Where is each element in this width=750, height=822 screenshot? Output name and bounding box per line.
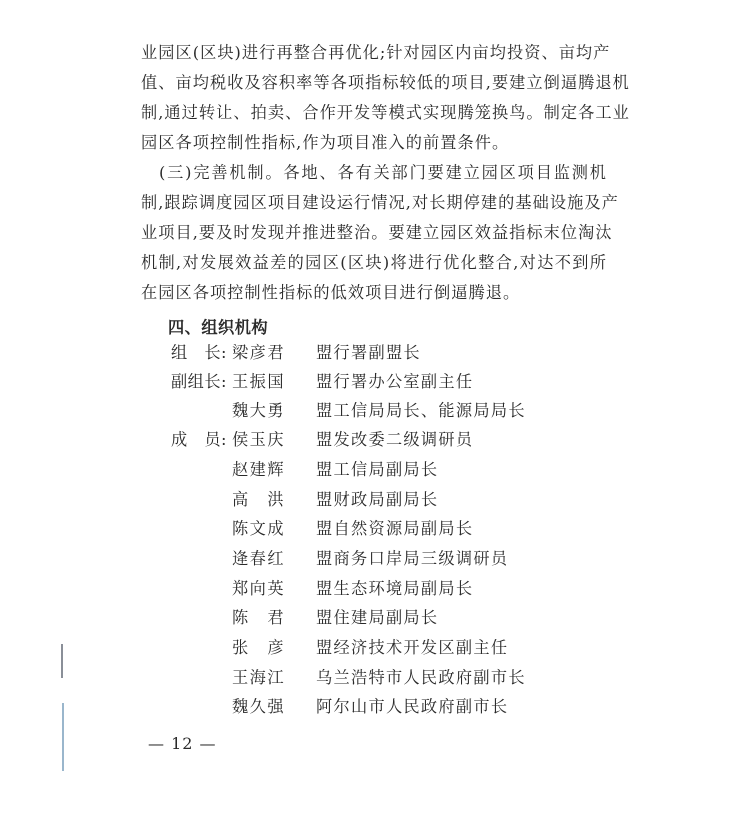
roster-title: 盟生态环境局副局长 [316,579,474,598]
roster-name: 梁彦君 [232,343,286,362]
roster-role: 成 员: [171,430,228,449]
roster-title: 盟商务口岸局三级调研员 [316,549,509,568]
page-number: — 12 — [148,734,217,753]
roster-name: 王海江 [232,668,286,687]
roster-name: 陈文成 [232,519,286,538]
roster-title: 盟行署办公室副主任 [316,372,474,391]
roster-name: 侯玉庆 [232,430,286,449]
roster-name: 高 洪 [232,490,286,509]
roster-title: 盟经济技术开发区副主任 [316,638,509,657]
paragraph-continuation [141,38,630,158]
text-line: 在园区各项控制性指标的低效项目进行倒逼腾退。 [141,283,521,302]
scan-mark [62,703,64,771]
roster-title: 盟发改委二级调研员 [316,430,474,449]
text-line: 业项目,要及时发现并推进整治。要建立园区效益指标末位淘汰 [141,223,613,242]
text-line: 业园区(区块)进行再整合再优化;针对园区内亩均投资、亩均产 [141,43,611,62]
scan-mark [61,644,63,678]
roster-title: 盟自然资源局副局长 [316,519,474,538]
roster-role: 组 长: [171,343,228,362]
text-line: 制,通过转让、拍卖、合作开发等模式实现腾笼换鸟。制定各工业 [141,103,630,122]
text-line: 机制,对发展效益差的园区(区块)将进行优化整合,对达不到所 [141,253,607,272]
section-heading: 四、组织机构 [168,318,269,337]
paragraph-improve-mechanism [141,158,619,308]
roster-title: 盟财政局副局长 [316,490,439,509]
roster-name: 郑向英 [232,579,286,598]
roster-name: 张 彦 [232,638,286,657]
roster-title: 阿尔山市人民政府副市长 [316,697,509,716]
roster-title: 盟工信局局长、能源局局长 [316,401,526,420]
roster-title: 盟工信局副局长 [316,460,439,479]
roster-name: 王振国 [232,372,286,391]
roster-name: 赵建辉 [232,460,286,479]
roster-role: 副组长: [171,372,228,391]
text-line: 制,跟踪调度园区项目建设运行情况,对长期停建的基础设施及产 [141,193,619,212]
roster-name: 魏大勇 [232,401,286,420]
text-line: 园区各项控制性指标,作为项目准入的前置条件。 [141,133,510,152]
roster-title: 乌兰浩特市人民政府副市长 [316,668,526,687]
roster-title: 盟住建局副局长 [316,608,439,627]
roster-name: 逄春红 [232,549,286,568]
roster-name: 陈 君 [232,608,286,627]
roster-title: 盟行署副盟长 [316,343,421,362]
text-line: 值、亩均税收及容积率等各项指标较低的项目,要建立倒逼腾退机 [141,73,630,92]
text-line: (三)完善机制。各地、各有关部门要建立园区项目监测机 [141,163,607,182]
roster-name: 魏久强 [232,697,286,716]
